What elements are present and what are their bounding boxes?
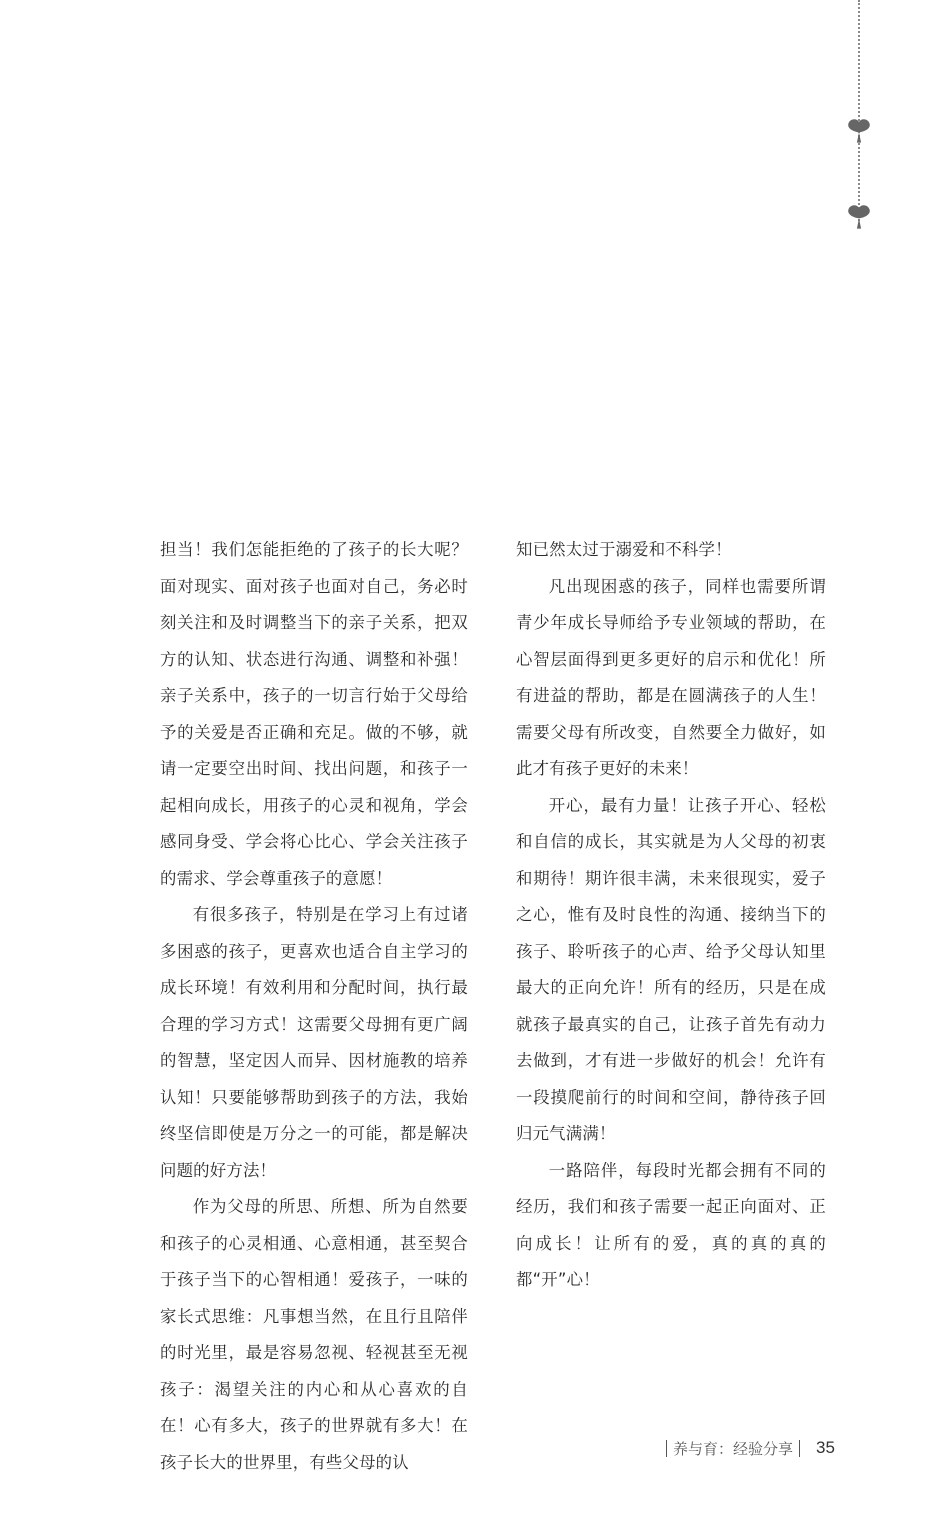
heart-icon bbox=[845, 203, 873, 231]
right-text-column bbox=[516, 532, 826, 1299]
paragraph: 开心，最有力量！让孩子开心、轻松和自信的成长，其实就是为人父母的初衷和期待！期许很丰满，未来很现实，爱子之心，惟有及时良性的沟通、接纳当下的孩子、聆听孩子的心声、给予父母认知里最大的正向允许！所有的经历，只是在成就孩子最真实的自己，让孩子首先有动力去做到，才有进一步做好的机会！允许有一段摸爬前行的时间和空间，静待孩子回归元气满满！ bbox=[516, 795, 826, 1143]
footer-divider bbox=[666, 1440, 667, 1457]
paragraph: 凡出现困惑的孩子，同样也需要所谓青少年成长导师给予专业领域的帮助，在心智层面得到更多更好的启示和优化！所有进益的帮助，都是在圆满孩子的人生！需要父母有所改变，自然要全力做好，如此才有孩子更好的未来！ bbox=[516, 576, 826, 778]
paragraph: 有很多孩子，特别是在学习上有过诸多困惑的孩子，更喜欢也适合自主学习的成长环境！有效利用和分配时间，执行最合理的学习方式！这需要父母拥有更广阔的智慧，坚定因人而异、因材施教的培养认知！只要能够帮助到孩子的方法，我始终坚信即使是万分之一的可能，都是解决问题的好方法！ bbox=[160, 905, 468, 1180]
paragraph: 担当！我们怎能拒绝的了孩子的长大呢？面对现实、面对孩子也面对自己，务必时刻关注和及时调整当下的亲子关系，把双方的认知、状态进行沟通、调整和补强！亲子关系中，孩子的一切言行始于父母给予的关爱是否正确和充足。做的不够，就请一定要空出时间、找出问题，和孩子一起相向成长，用孩子的心灵和视角，学会感同身受、学会将心比心、学会关注孩子的需求、学会尊重孩子的意愿！ bbox=[160, 540, 468, 888]
paragraph: 知已然太过于溺爱和不科学！ bbox=[516, 540, 732, 559]
left-text-column bbox=[160, 532, 468, 1481]
paragraph: 作为父母的所思、所想、所为自然要和孩子的心灵相通、心意相通，甚至契合于孩子当下的心智相通！爱孩子，一味的家长式思维：凡事想当然，在且行且陪伴的时光里，最是容易忽视、轻视甚至无视孩子：渴望关注的内心和从心喜欢的自在！心有多大，孩子的世界就有多大！在孩子长大的世界里，有些父母的认 bbox=[160, 1197, 468, 1472]
footer-divider bbox=[799, 1440, 800, 1457]
paragraph: 一路陪伴，每段时光都会拥有不同的经历，我们和孩子需要一起正向面对、正向成长！让所有的爱，真的真的真的都“开”心！ bbox=[516, 1160, 826, 1289]
page-footer bbox=[660, 1433, 835, 1463]
dotted-decoration-line bbox=[858, 0, 860, 225]
heart-icon bbox=[845, 117, 873, 145]
page-number: 35 bbox=[816, 1438, 835, 1457]
section-title: 养与育：经验分享 bbox=[673, 1439, 794, 1458]
